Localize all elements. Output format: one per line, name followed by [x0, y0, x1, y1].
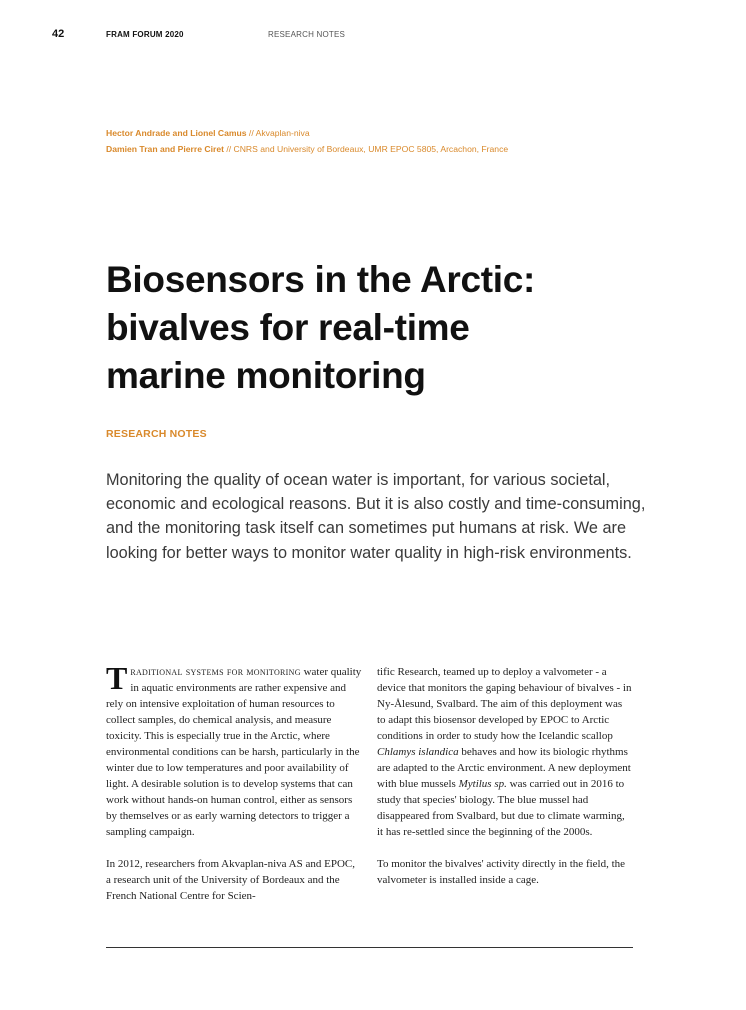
footer-rule — [106, 947, 633, 948]
publication-name: FRAM FORUM 2020 — [106, 30, 184, 39]
species-name-scallop: Chlamys islandica — [377, 746, 459, 758]
body-paragraph-3 — [377, 664, 633, 840]
species-name-mussel: Mytilus sp. — [458, 778, 507, 790]
body-paragraph-4: To monitor the bivalves' activity directly in the field, the valvometer is installed inside a cage. — [377, 858, 626, 886]
author-block — [106, 125, 508, 157]
article-title — [106, 256, 666, 400]
section-kicker: RESEARCH NOTES — [106, 428, 207, 440]
title-line-1: Biosensors in the Arctic: — [106, 259, 536, 300]
author-line-2 — [106, 141, 508, 157]
body-column-right — [377, 664, 633, 888]
page-number: 42 — [52, 28, 65, 40]
author-affiliation-2: // CNRS and University of Bordeaux, UMR EPOC 5805, Arcachon, France — [223, 144, 509, 154]
body-paragraph-3-c: was carried out in 2016 to study that species' biology. The blue mussel had disappeared from Svalbard, but due to climate warming, it has re-settled since the beginning of the 2000s. — [377, 778, 625, 838]
body-paragraph-3-a: tific Research, teamed up to deploy a valvometer - a device that monitors the gaping behaviour of bivalves - in Ny-Ålesund, Svalbard. The aim of this deployment was to adapt this biosensor developed by EPOC to Arctic conditions in order to study how the Icelandic scallop — [377, 666, 632, 742]
drop-cap: T — [106, 660, 128, 696]
author-names-1: Hector Andrade and Lionel Camus — [106, 128, 247, 138]
author-names-2: Damien Tran and Pierre Ciret — [106, 144, 224, 154]
page-header — [52, 28, 746, 42]
small-caps-lead: raditional systems for monitoring — [130, 666, 301, 678]
title-line-3: marine monitoring — [106, 355, 426, 396]
body-paragraph-1 — [106, 660, 362, 840]
title-line-2: bivalves for real-time — [106, 307, 470, 348]
author-line-1 — [106, 125, 508, 141]
body-paragraph-1-text: water quality in aquatic environments are rather expensive and rely on intensive exploitation of human resources to collect samples, do chemical analysis, and measure toxicity. This is especially true in the Arctic, where environmental conditions can be harsh, particularly in the winter due to low temperatures and poor availability of light. A desirable solution is to develop systems that can work without hands-on human control, either as sensors by themselves or as early warning detectors to trigger a sampling campaign. — [106, 666, 362, 838]
author-affiliation-1: // Akvaplan-niva — [246, 128, 310, 138]
body-paragraph-3-b: behaves and how its biologic rhythms are adapted to the Arctic environment. A new deployment with blue mussels — [377, 746, 631, 790]
body-column-left — [106, 660, 362, 904]
section-label: RESEARCH NOTES — [268, 30, 346, 39]
lead-paragraph: Monitoring the quality of ocean water is important, for various societal, economic and ecological reasons. But it is also costly and time-consuming, and the monitoring task itself can sometimes put humans at risk. We are looking for better ways to monitor water quality in high-risk environments. — [106, 471, 646, 562]
body-paragraph-2: In 2012, researchers from Akvaplan-niva AS and EPOC, a research unit of the University of Bordeaux and the French National Centre for Scien- — [106, 858, 355, 902]
